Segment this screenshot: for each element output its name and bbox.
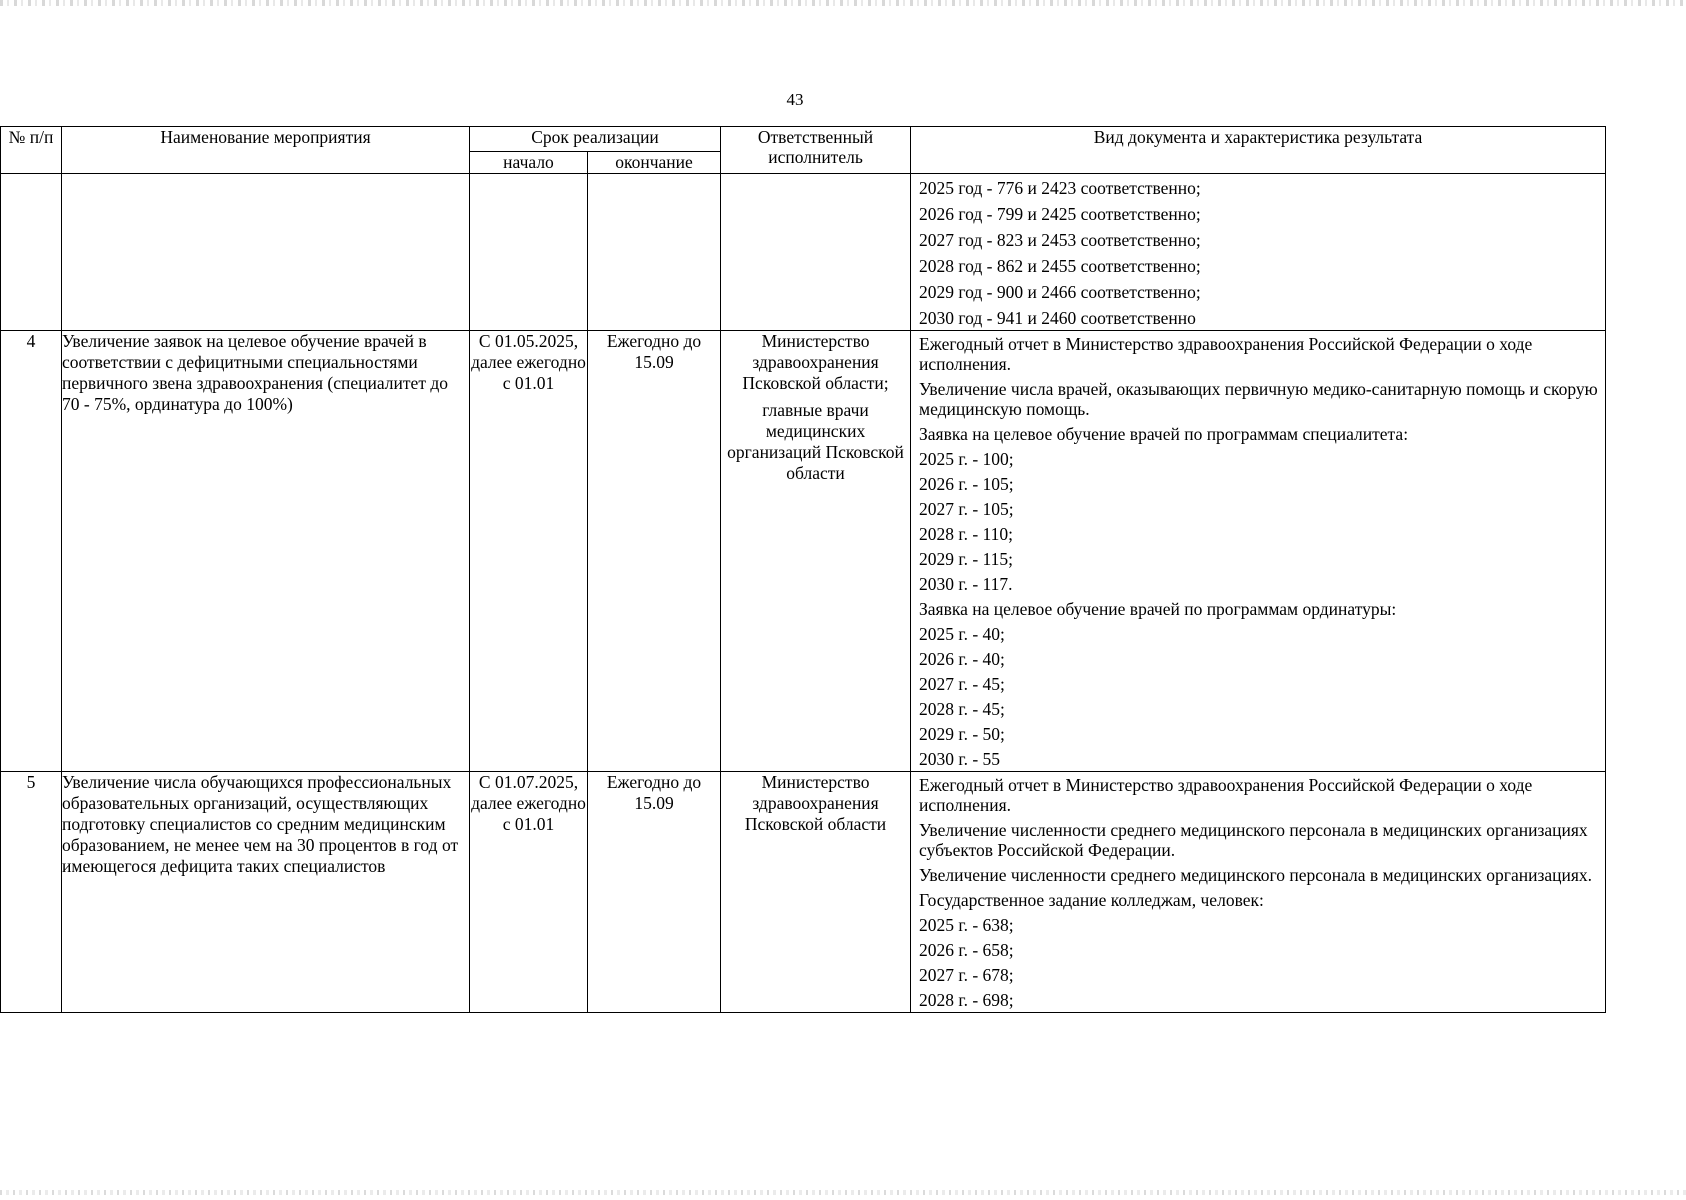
result-line: Ежегодный отчет в Министерство здравоохранения Российской Федерации о ходе исполнения. [919,334,1533,374]
end-date: Ежегодно до 15.09 [588,331,721,772]
result-description [911,174,1606,331]
table-header [1,127,1606,174]
header-name: Наименование мероприятия [62,127,470,174]
start-date: С 01.07.2025, далее ежегодно с 01.01 [470,772,588,1013]
responsible-line: Министерство здравоохранения Псковской области [744,772,887,834]
page-number: 43 [786,90,804,109]
result-line: Увеличение числа врачей, оказывающих первичную медико-санитарную помощь и скорую медицинскую помощь. [919,379,1598,419]
result-line: 2027 год - 823 и 2453 соответственно; [919,230,1201,250]
result-line: 2029 г. - 115; [919,549,1014,569]
row-number: 5 [1,772,62,1013]
result-line: 2028 г. - 45; [919,699,1005,719]
result-line: 2029 год - 900 и 2466 соответственно; [919,282,1201,302]
result-line: 2025 г. - 638; [919,915,1014,935]
result-line: Увеличение численности среднего медицинского персонала в медицинских организациях. [919,865,1593,885]
table-row [1,772,1606,1013]
header-start: начало [470,152,588,174]
result-line: 2026 г. - 40; [919,649,1005,669]
responsible-line: Министерство здравоохранения Псковской области; [742,331,889,393]
result-line: Ежегодный отчет в Министерство здравоохранения Российской Федерации о ходе исполнения. [919,775,1533,815]
end-date: Ежегодно до 15.09 [588,772,721,1013]
result-line: 2026 г. - 658; [919,940,1014,960]
scan-edge-bottom [0,1190,1686,1195]
result-description [911,772,1606,1013]
start-date: С 01.05.2025, далее ежегодно с 01.01 [470,331,588,772]
header-term: Срок реализации [470,127,721,152]
header-responsible: Ответственный исполнитель [721,127,911,174]
result-line: 2028 г. - 698; [919,990,1014,1010]
result-line: 2027 г. - 678; [919,965,1014,985]
start-date [470,174,588,331]
result-line: 2026 год - 799 и 2425 соответственно; [919,204,1201,224]
result-line: Заявка на целевое обучение врачей по программам ординатуры: [919,599,1397,619]
result-line: 2030 год - 941 и 2460 соответственно [919,308,1196,328]
result-line: 2025 г. - 100; [919,449,1014,469]
result-line: 2025 г. - 40; [919,624,1005,644]
responsible-executor [721,174,911,331]
result-line: 2029 г. - 50; [919,724,1005,744]
result-line: 2030 г. - 117. [919,574,1013,594]
table-row [1,174,1606,331]
result-line: 2025 год - 776 и 2423 соответственно; [919,178,1201,198]
result-description [911,331,1606,772]
row-number [1,174,62,331]
header-num: № п/п [1,127,62,174]
result-line: Увеличение численности среднего медицинского персонала в медицинских организациях субъектов Российской Федерации. [919,820,1588,860]
measures-table [0,126,1606,1013]
table-body [1,174,1606,1013]
responsible-executor [721,331,911,772]
result-line: 2027 г. - 45; [919,674,1005,694]
responsible-executor [721,772,911,1013]
end-date [588,174,721,331]
table-row [1,331,1606,772]
result-line: 2028 г. - 110; [919,524,1014,544]
result-line: 2027 г. - 105; [919,499,1014,519]
scan-edge-top [0,0,1686,6]
row-number: 4 [1,331,62,772]
measure-name: Увеличение заявок на целевое обучение врачей в соответствии с дефицитными специальностями первичного звена здравоохранения (специалитет до 70 - 75%, ординатура до 100%) [62,331,470,772]
measure-name: Увеличение числа обучающихся профессиональных образовательных организаций, осуществляющих подготовку специалистов со средним медицинским образованием, не менее чем на 30 процентов в год от имеющегося дефицита таких специалистов [62,772,470,1013]
header-end: окончание [588,152,721,174]
measure-name [62,174,470,331]
result-line: 2026 г. - 105; [919,474,1014,494]
result-line: Заявка на целевое обучение врачей по программам специалитета: [919,424,1409,444]
responsible-line: главные врачи медицинских организаций Псковской области [727,400,904,483]
result-line: 2030 г. - 55 [919,749,1001,769]
result-line: Государственное задание колледжам, человек: [919,890,1264,910]
result-line: 2028 год - 862 и 2455 соответственно; [919,256,1201,276]
header-result: Вид документа и характеристика результата [911,127,1606,174]
